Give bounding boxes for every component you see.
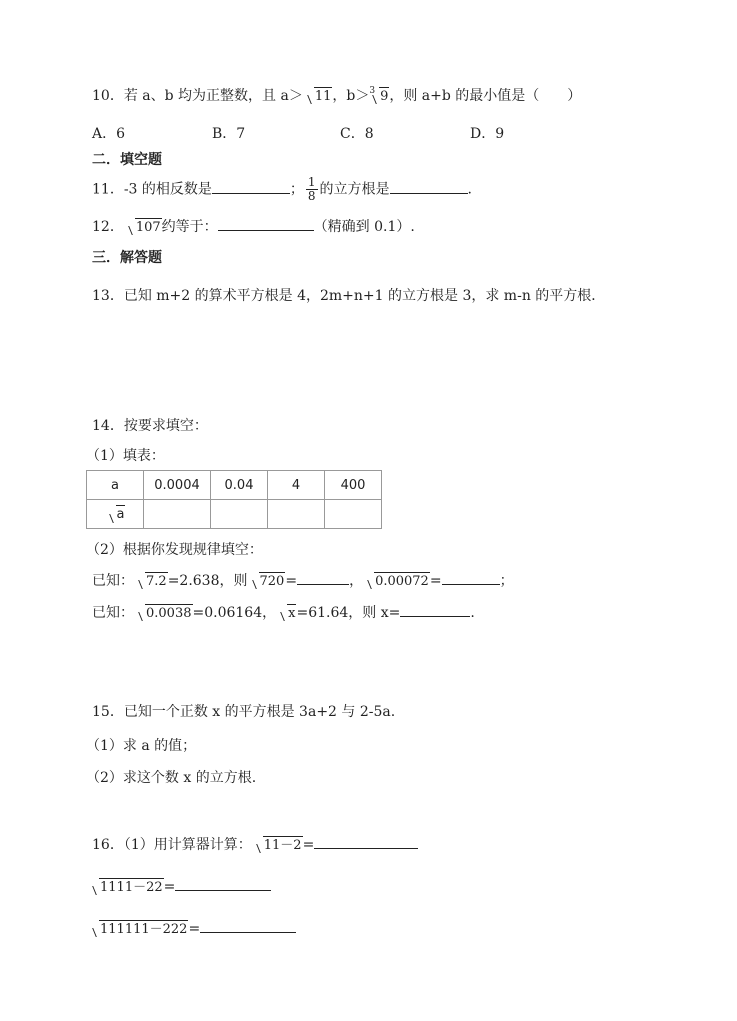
text: 已知： bbox=[92, 605, 134, 621]
question-15-title: 15．已知一个正数 x 的平方根是 3a+2 与 2-5a. bbox=[92, 704, 396, 720]
sqrt-111111-minus-222: 111111－222 bbox=[90, 919, 188, 939]
text: 已知： bbox=[92, 573, 134, 589]
section-3-heading: 三．解答题 bbox=[92, 250, 162, 266]
sqrt-x: x bbox=[278, 603, 296, 623]
sqrt-0-0038: 0.0038 bbox=[136, 603, 193, 623]
sqrt-11-minus-2: 11－2 bbox=[254, 835, 303, 855]
q11-end: . bbox=[467, 181, 472, 198]
table-cell: 0.04 bbox=[211, 471, 268, 500]
question-16-line-3 bbox=[88, 918, 296, 939]
q10-text-mid: ，b bbox=[332, 88, 356, 104]
table-cell-empty bbox=[325, 500, 382, 529]
question-15-part-2: （2）求这个数 x 的立方根. bbox=[86, 770, 257, 786]
cbrt-9: 9 bbox=[370, 86, 389, 106]
question-15-part-1: （1）求 a 的值； bbox=[86, 738, 197, 754]
table-cell-header: a bbox=[87, 471, 144, 500]
question-16-line-1 bbox=[92, 834, 418, 855]
text: = bbox=[285, 573, 298, 589]
q12-text-mid: 约等于： bbox=[161, 219, 218, 235]
table-cell: 0.0004 bbox=[144, 471, 211, 500]
question-10 bbox=[92, 86, 581, 108]
sqrt-107: 107 bbox=[126, 217, 162, 237]
table-cell: 4 bbox=[268, 471, 325, 500]
section-2-heading: 二．填空题 bbox=[92, 152, 162, 168]
question-14-line-2 bbox=[92, 602, 475, 623]
question-14-part-1: （1）填表： bbox=[86, 448, 165, 464]
q11-text-mid: 的立方根是 bbox=[319, 181, 390, 198]
table-cell: 400 bbox=[325, 471, 382, 500]
table-row bbox=[87, 500, 382, 529]
greater-than-sign: ＞ bbox=[355, 88, 370, 104]
table-row bbox=[87, 471, 382, 500]
answer-blank bbox=[442, 570, 500, 585]
sqrt-11: 11 bbox=[305, 86, 333, 106]
text: = bbox=[302, 837, 315, 853]
question-16-line-2 bbox=[88, 876, 271, 897]
text: 16．（1）用计算器计算： bbox=[92, 837, 252, 853]
text: . bbox=[470, 605, 475, 621]
q10-text-post: ，则 a+b 的最小值是（ ） bbox=[389, 88, 582, 104]
q10-text-pre: 10．若 a、b 均为正整数，且 a bbox=[92, 88, 289, 104]
answer-blank bbox=[175, 876, 271, 891]
answer-blank bbox=[297, 570, 349, 585]
question-11 bbox=[92, 176, 472, 203]
fraction-1-8: $\frac{1}{8}$ bbox=[307, 175, 316, 203]
q10-option-d: D．9 bbox=[470, 126, 505, 142]
cube-root-index: 3 bbox=[369, 86, 376, 96]
q11-text-pre: 11．-3 的相反数是 bbox=[92, 181, 212, 198]
sqrt-table bbox=[86, 470, 382, 529]
question-14-line-1 bbox=[92, 570, 514, 591]
question-14-title: 14．按要求填空： bbox=[92, 418, 208, 434]
text: ； bbox=[499, 573, 514, 589]
q10-option-b: B．7 bbox=[212, 126, 246, 142]
question-13: 13．已知 m+2 的算术平方根是 4，2m+n+1 的立方根是 3，求 m-n 的平方根． bbox=[92, 288, 606, 304]
sqrt-7-2: 7.2 bbox=[136, 571, 168, 591]
table-cell-empty bbox=[211, 500, 268, 529]
q12-text-post: （精确到 0.1）. bbox=[313, 219, 415, 235]
text: = bbox=[188, 921, 201, 937]
q10-option-a: A．6 bbox=[92, 126, 126, 142]
text: =0.06164， bbox=[192, 605, 277, 621]
sqrt-1111-minus-22: 1111－22 bbox=[90, 877, 164, 897]
q11-sep: ； bbox=[289, 181, 304, 198]
table-cell-header bbox=[87, 500, 144, 529]
sqrt-0-00072: 0.00072 bbox=[365, 571, 430, 591]
sqrt-720: 720 bbox=[250, 571, 286, 591]
greater-than-sign: ＞ bbox=[288, 88, 303, 104]
table-cell-empty bbox=[268, 500, 325, 529]
q10-option-c: C．8 bbox=[340, 126, 374, 142]
question-12 bbox=[92, 216, 415, 237]
table-cell-empty bbox=[144, 500, 211, 529]
q12-text-pre: 12． bbox=[92, 219, 124, 235]
question-14-part-2: （2）根据你发现规律填空： bbox=[86, 542, 263, 558]
text: =2.638，则 bbox=[167, 573, 248, 589]
text: =61.64，则 x= bbox=[296, 605, 401, 621]
answer-blank bbox=[218, 216, 314, 231]
answer-blank bbox=[400, 602, 470, 617]
text: = bbox=[163, 879, 176, 895]
sqrt-a: a bbox=[107, 505, 126, 523]
text: ， bbox=[349, 573, 364, 589]
answer-blank bbox=[314, 834, 418, 849]
answer-blank bbox=[390, 179, 468, 194]
text: = bbox=[429, 573, 442, 589]
answer-blank bbox=[212, 179, 290, 194]
answer-blank bbox=[200, 918, 296, 933]
